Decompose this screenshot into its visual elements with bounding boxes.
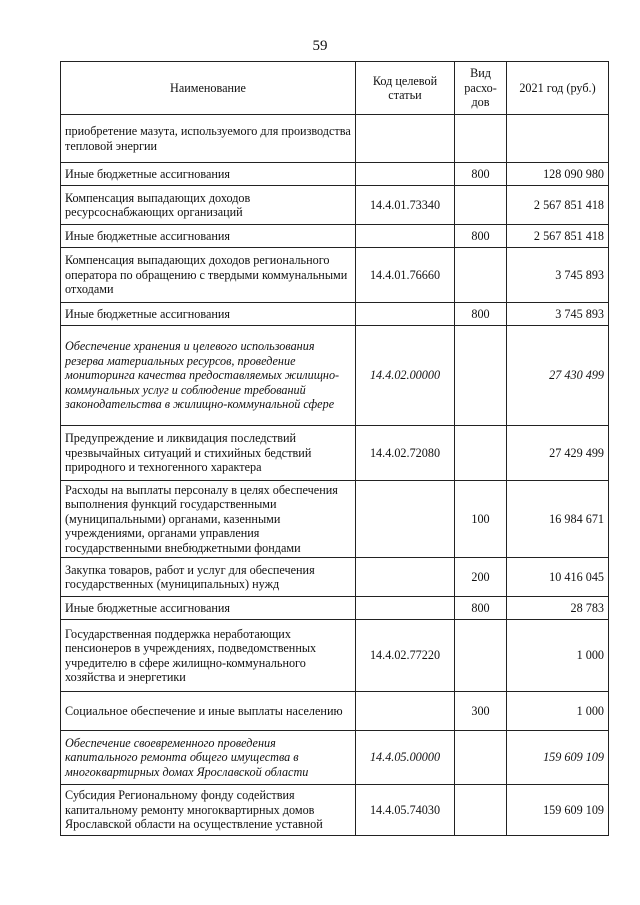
row-vid: 300	[455, 692, 507, 731]
row-name: Расходы на выплаты персоналу в целях обеспечения выполнения функций государственными (муниципальными) органами, казенными учреждениями, органами управления государственными внебюджетными фондами	[61, 481, 356, 558]
row-vid: 800	[455, 163, 507, 186]
row-name: Социальное обеспечение и иные выплаты населению	[61, 692, 356, 731]
row-name: приобретение мазута, используемого для производства тепловой энергии	[61, 115, 356, 163]
row-sum: 28 783	[507, 597, 609, 620]
table-row	[61, 731, 609, 785]
row-name: Иные бюджетные ассигнования	[61, 225, 356, 248]
row-vid	[455, 785, 507, 836]
row-name: Иные бюджетные ассигнования	[61, 303, 356, 326]
row-code: 14.4.01.73340	[356, 186, 455, 225]
table-row	[61, 115, 609, 163]
row-sum: 1 000	[507, 692, 609, 731]
row-code	[356, 481, 455, 558]
page-number: 59	[312, 38, 328, 54]
row-vid	[455, 326, 507, 426]
table-row	[61, 481, 609, 558]
row-vid	[455, 186, 507, 225]
row-sum: 10 416 045	[507, 558, 609, 597]
header-sum: 2021 год (руб.)	[507, 62, 609, 115]
row-vid: 800	[455, 225, 507, 248]
row-vid: 100	[455, 481, 507, 558]
row-sum: 159 609 109	[507, 731, 609, 785]
row-name: Иные бюджетные ассигнования	[61, 163, 356, 186]
row-vid	[455, 115, 507, 163]
row-vid	[455, 620, 507, 692]
row-sum: 2 567 851 418	[507, 186, 609, 225]
table-row	[61, 225, 609, 248]
table-row	[61, 248, 609, 303]
table-row	[61, 303, 609, 326]
table-row	[61, 326, 609, 426]
row-sum: 3 745 893	[507, 248, 609, 303]
row-code	[356, 115, 455, 163]
row-vid: 800	[455, 597, 507, 620]
row-sum	[507, 115, 609, 163]
table-row	[61, 558, 609, 597]
row-code: 14.4.02.00000	[356, 326, 455, 426]
row-code	[356, 558, 455, 597]
table-row	[61, 620, 609, 692]
header-vid: Вид расхо-дов	[455, 62, 507, 115]
row-name: Компенсация выпадающих доходов регионального оператора по обращению с твердыми коммунальными отходами	[61, 248, 356, 303]
row-name: Иные бюджетные ассигнования	[61, 597, 356, 620]
row-code	[356, 597, 455, 620]
row-name: Субсидия Региональному фонду содействия капитальному ремонту многоквартирных домов Ярославской области на осуществление уставной	[61, 785, 356, 836]
row-vid: 800	[455, 303, 507, 326]
row-vid	[455, 426, 507, 481]
row-sum: 159 609 109	[507, 785, 609, 836]
row-name: Закупка товаров, работ и услуг для обеспечения государственных (муниципальных) нужд	[61, 558, 356, 597]
row-code: 14.4.02.77220	[356, 620, 455, 692]
table-row	[61, 426, 609, 481]
row-code: 14.4.01.76660	[356, 248, 455, 303]
row-name: Обеспечение хранения и целевого использования резерва материальных ресурсов, проведение мониторинга качества предоставляемых жилищно-коммунальных услуг и соблюдение требований законодательства в жилищно-коммунальной сфере	[61, 326, 356, 426]
table-header-row	[61, 62, 609, 115]
row-sum: 27 429 499	[507, 426, 609, 481]
row-vid	[455, 248, 507, 303]
row-name: Компенсация выпадающих доходов ресурсоснабжающих организаций	[61, 186, 356, 225]
row-name: Государственная поддержка неработающих пенсионеров в учреждениях, подведомственных учредителю в сфере жилищно-коммунального хозяйства и энергетики	[61, 620, 356, 692]
row-sum: 16 984 671	[507, 481, 609, 558]
row-code	[356, 163, 455, 186]
row-code: 14.4.05.74030	[356, 785, 455, 836]
table-row	[61, 597, 609, 620]
row-vid	[455, 731, 507, 785]
table-row	[61, 785, 609, 836]
table-row	[61, 692, 609, 731]
table-row	[61, 163, 609, 186]
row-vid: 200	[455, 558, 507, 597]
row-sum: 128 090 980	[507, 163, 609, 186]
row-code: 14.4.05.00000	[356, 731, 455, 785]
table-row	[61, 186, 609, 225]
row-code	[356, 225, 455, 248]
header-name: Наименование	[61, 62, 356, 115]
row-code: 14.4.02.72080	[356, 426, 455, 481]
row-name: Обеспечение своевременного проведения капитального ремонта общего имущества в многоквартирных домах Ярославской области	[61, 731, 356, 785]
row-name: Предупреждение и ликвидация последствий чрезвычайных ситуаций и стихийных бедствий природного и техногенного характера	[61, 426, 356, 481]
row-sum: 2 567 851 418	[507, 225, 609, 248]
row-code	[356, 692, 455, 731]
header-code: Код целевой статьи	[356, 62, 455, 115]
budget-table	[60, 61, 609, 836]
row-code	[356, 303, 455, 326]
row-sum: 1 000	[507, 620, 609, 692]
row-sum: 27 430 499	[507, 326, 609, 426]
row-sum: 3 745 893	[507, 303, 609, 326]
